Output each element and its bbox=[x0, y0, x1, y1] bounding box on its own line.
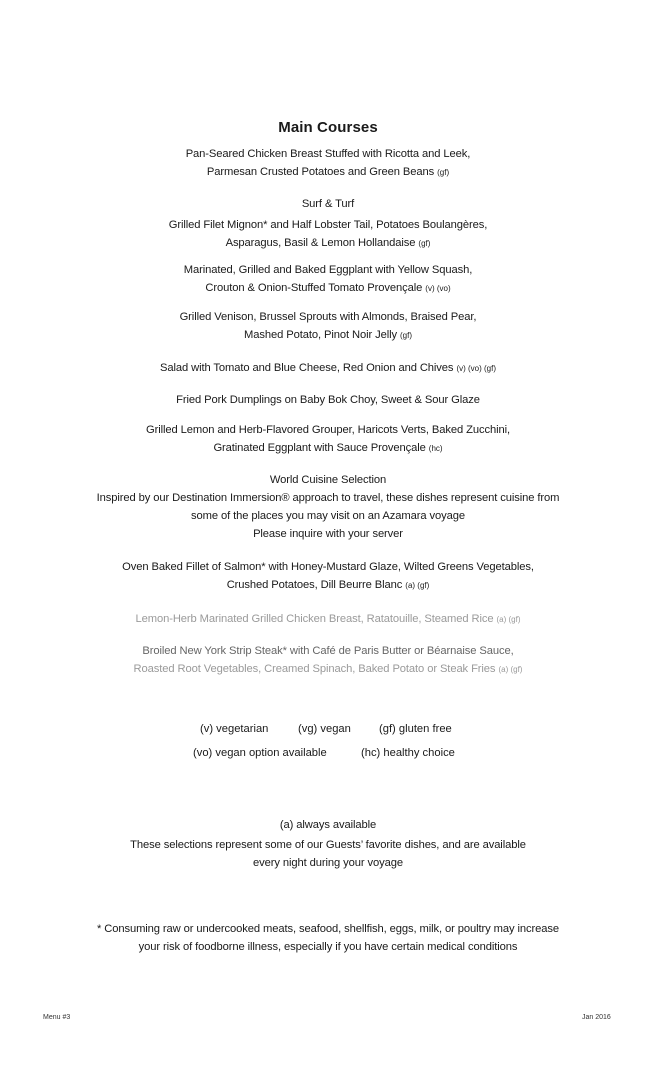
availability-note-line: These selections represent some of our Guests’ favorite dishes, and are available bbox=[130, 839, 526, 851]
menu-item-lemon-herb-chicken bbox=[0, 610, 656, 629]
menu-item-line: Crouton & Onion-Stuffed Tomato Provençale bbox=[205, 282, 423, 294]
menu-item-line: Roasted Root Vegetables, Creamed Spinach, Baked Potato or Steak Fries bbox=[133, 663, 496, 675]
legend-vegetarian: (v) vegetarian bbox=[200, 723, 269, 735]
menu-item-line: Salad with Tomato and Blue Cheese, Red Onion and Chives bbox=[159, 362, 454, 374]
dietary-tag: (hc) bbox=[428, 444, 443, 453]
food-safety-disclaimer bbox=[0, 920, 656, 956]
menu-item-line: Mashed Potato, Pinot Noir Jelly bbox=[244, 329, 397, 341]
world-cuisine-line: Please inquire with your server bbox=[253, 528, 403, 540]
menu-item-surf-turf bbox=[0, 195, 656, 253]
dietary-tag: (gf) bbox=[400, 331, 412, 340]
menu-item-line: Asparagus, Basil & Lemon Hollandaise bbox=[225, 237, 416, 249]
dietary-tag: (a) (gf) bbox=[405, 581, 430, 590]
menu-item-line: Fried Pork Dumplings on Baby Bok Choy, Sweet & Sour Glaze bbox=[176, 394, 480, 406]
menu-item-dumplings bbox=[0, 391, 656, 409]
legend-healthy-choice: (hc) healthy choice bbox=[361, 747, 455, 759]
legend-vegan: (vg) vegan bbox=[298, 723, 351, 735]
dietary-tag: (a) (gf) bbox=[496, 615, 521, 624]
dietary-tag: (gf) bbox=[437, 168, 450, 177]
menu-item-subtitle: Surf & Turf bbox=[301, 198, 355, 210]
dietary-tag: (gf) bbox=[418, 239, 431, 248]
dietary-tag: (v) (vo) bbox=[425, 284, 451, 293]
menu-item-eggplant bbox=[0, 261, 656, 298]
menu-item-salad bbox=[0, 359, 656, 378]
menu-item-line: Broiled New York Strip Steak* with Café de Paris Butter or Béarnaise Sauce, bbox=[142, 645, 514, 657]
footer-menu-number: Menu #3 bbox=[43, 1014, 71, 1021]
availability-note-title: (a) always available bbox=[279, 819, 377, 831]
menu-item-line: Oven Baked Fillet of Salmon* with Honey-Mustard Glaze, Wilted Greens Vegetables, bbox=[122, 561, 534, 573]
menu-item-line: Grilled Lemon and Herb-Flavored Grouper, Haricots Verts, Baked Zucchini, bbox=[145, 424, 511, 436]
world-cuisine-title: World Cuisine Selection bbox=[269, 474, 387, 486]
world-cuisine-line: some of the places you may visit on an Azamara voyage bbox=[191, 510, 465, 522]
world-cuisine-section bbox=[0, 471, 656, 543]
menu-item-grouper bbox=[0, 421, 656, 458]
footer-date: Jan 2016 bbox=[582, 1014, 611, 1021]
menu-item-salmon bbox=[0, 558, 656, 595]
menu-item-line: Grilled Venison, Brussel Sprouts with Almonds, Braised Pear, bbox=[179, 311, 477, 323]
menu-item-strip-steak bbox=[0, 642, 656, 679]
legend-vegan-option: (vo) vegan option available bbox=[193, 747, 327, 759]
world-cuisine-line: Inspired by our Destination Immersion® approach to travel, these dishes represent cuisine from bbox=[96, 492, 560, 504]
legend-gluten-free: (gf) gluten free bbox=[379, 723, 452, 735]
menu-item-line: Lemon-Herb Marinated Grilled Chicken Breast, Ratatouille, Steamed Rice bbox=[135, 613, 494, 625]
availability-note bbox=[0, 816, 656, 872]
dietary-tag: (a) (gf) bbox=[498, 665, 523, 674]
menu-item-line: Crushed Potatoes, Dill Beurre Blanc bbox=[226, 579, 403, 591]
disclaimer-line: your risk of foodborne illness, especially if you have certain medical conditions bbox=[138, 941, 518, 953]
menu-item-line: Grilled Filet Mignon* and Half Lobster Tail, Potatoes Boulangères, bbox=[168, 219, 488, 231]
page-title: Main Courses bbox=[278, 119, 378, 136]
dietary-tag: (v) (vo) (gf) bbox=[456, 364, 496, 373]
menu-item-line: Gratinated Eggplant with Sauce Provençale bbox=[213, 442, 426, 454]
menu-item-line: Parmesan Crusted Potatoes and Green Beans bbox=[206, 166, 435, 178]
availability-note-line: every night during your voyage bbox=[253, 857, 403, 869]
menu-item-line: Pan-Seared Chicken Breast Stuffed with Ricotta and Leek, bbox=[185, 148, 471, 160]
menu-item-chicken bbox=[0, 145, 656, 182]
disclaimer-line: * Consuming raw or undercooked meats, seafood, shellfish, eggs, milk, or poultry may increase bbox=[96, 923, 560, 935]
menu-item-venison bbox=[0, 308, 656, 345]
menu-item-line: Marinated, Grilled and Baked Eggplant with Yellow Squash, bbox=[183, 264, 473, 276]
